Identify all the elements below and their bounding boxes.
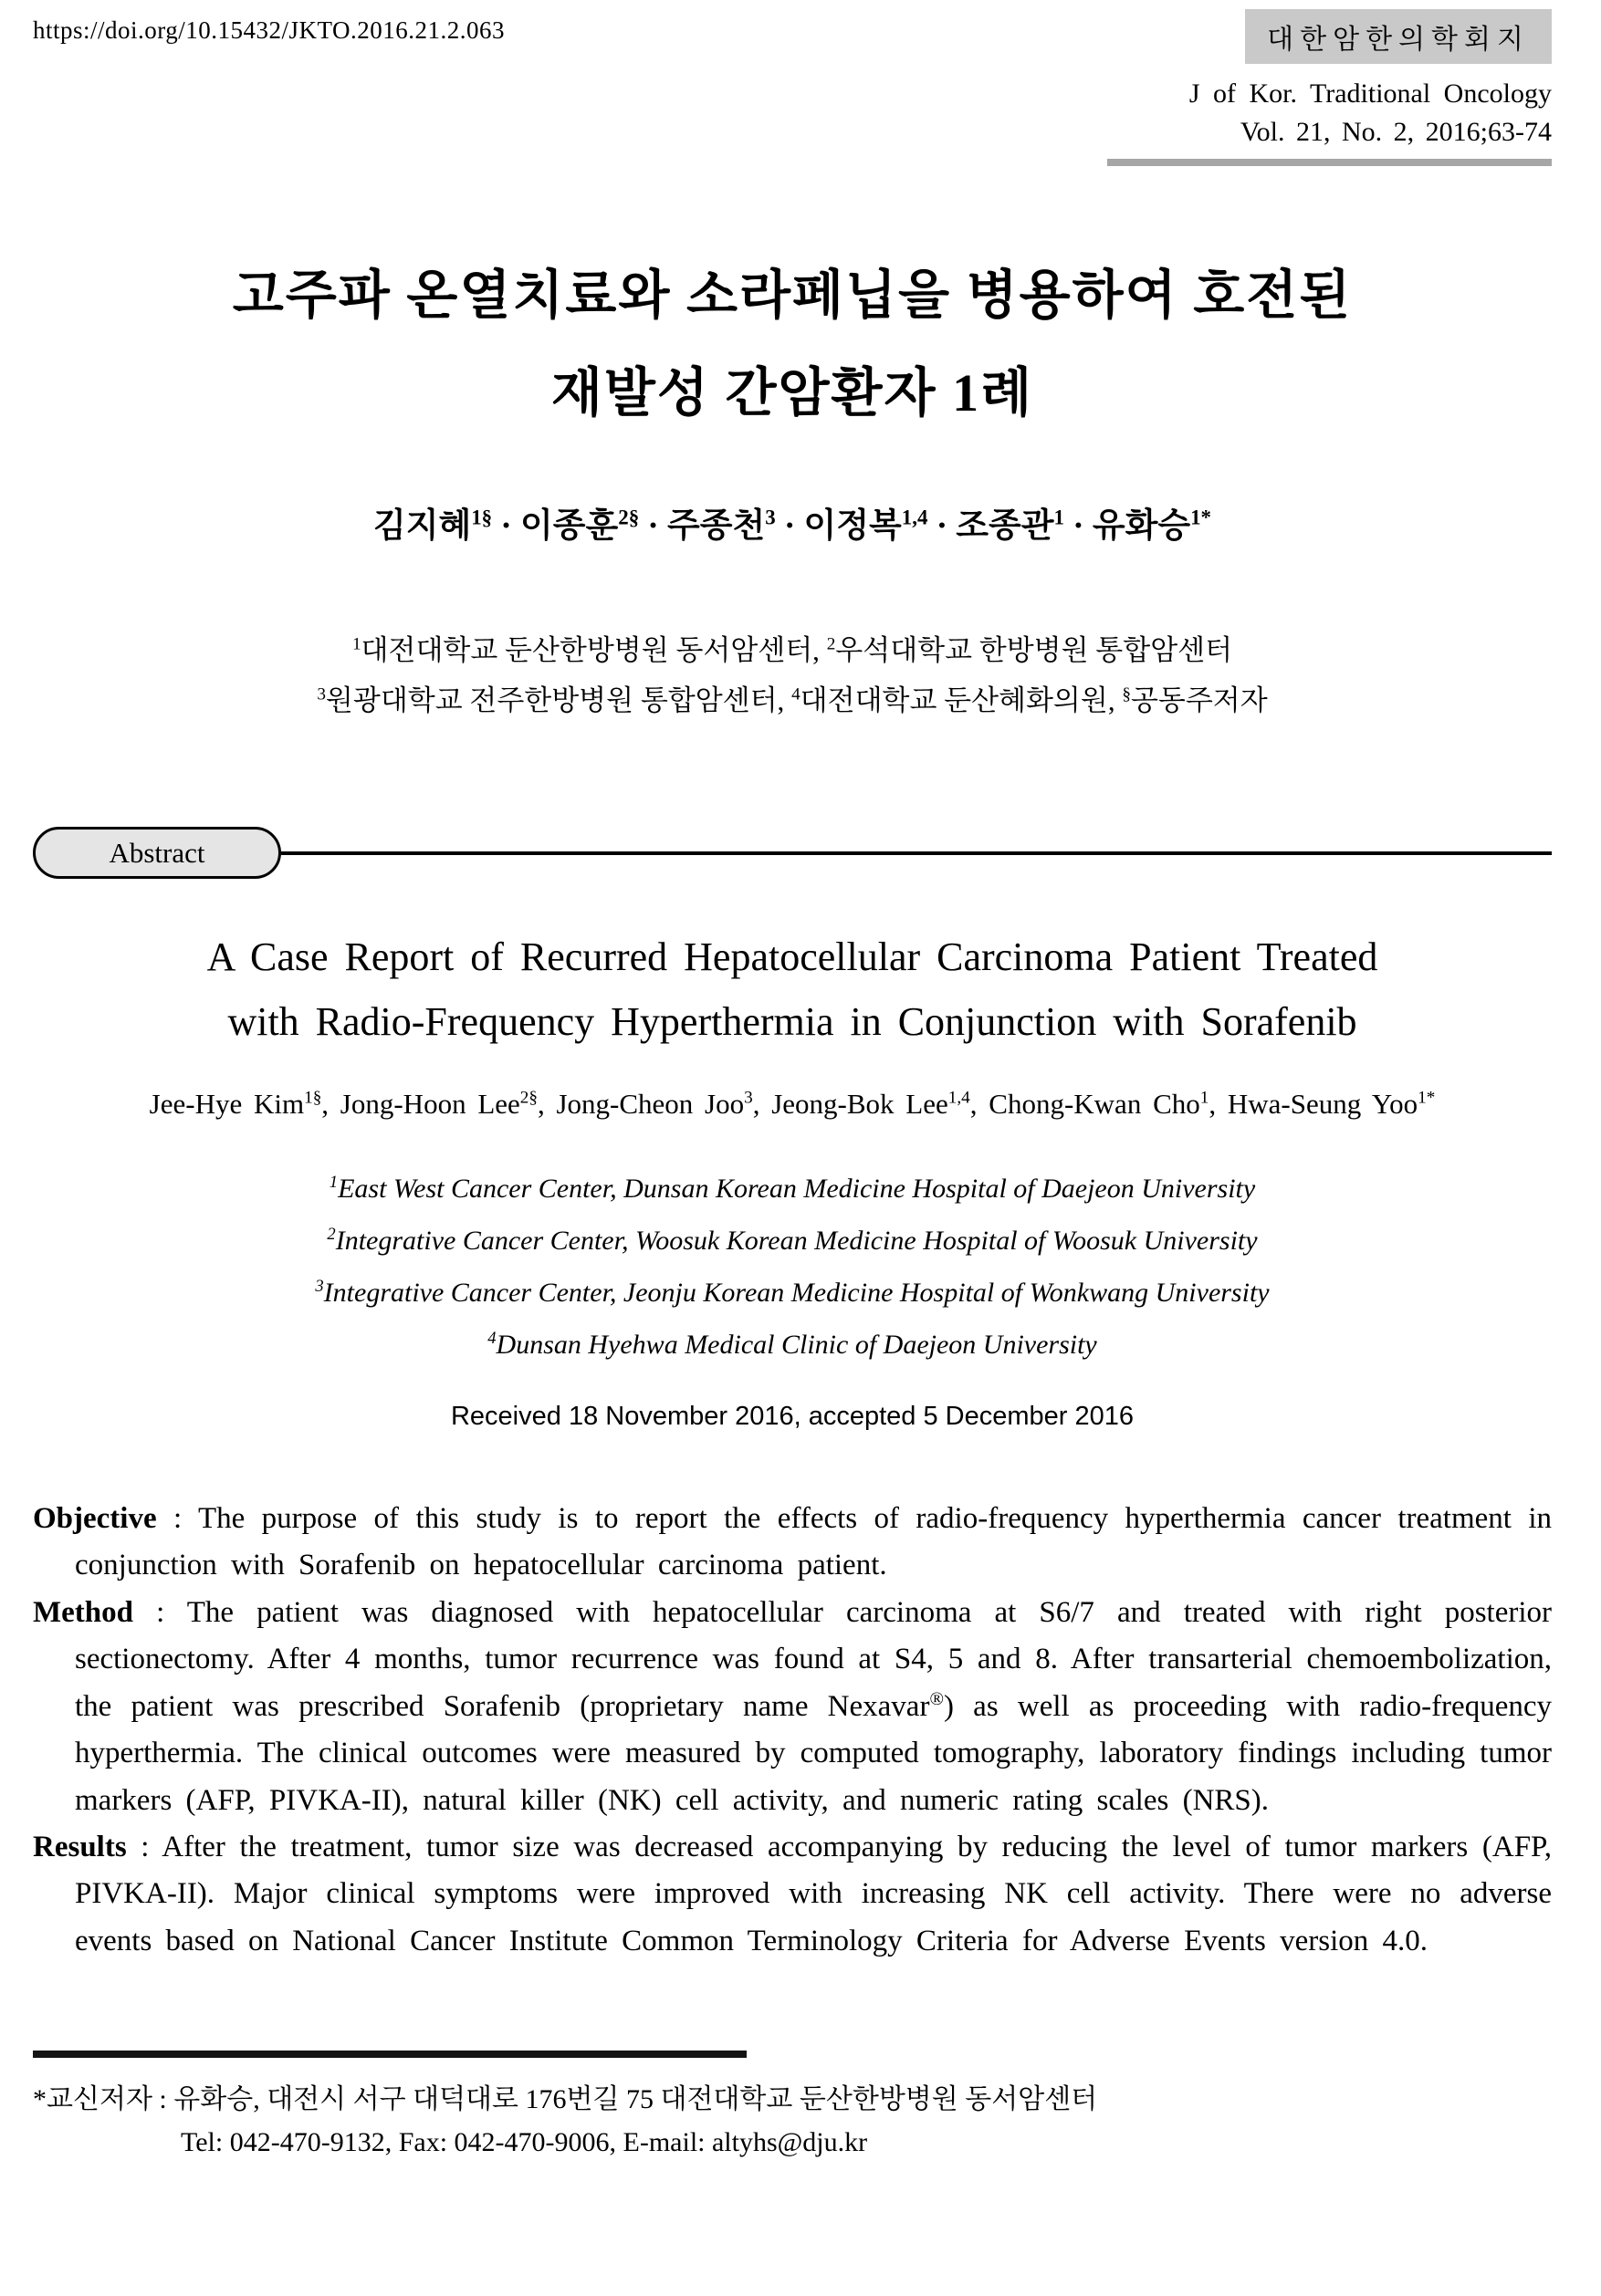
- author-en: Hwa-Seung Yoo$^{1*}$: [1227, 1087, 1436, 1120]
- corresponding-author-line: *교신저자 : 유화승, 대전시 서구 대덕대로 176번길 75 대전대학교 둔산한방병원 동서암센터: [33, 2084, 1098, 2115]
- doi-link[interactable]: https://doi.org/10.15432/JKTO.2016.21.2.063: [33, 16, 506, 44]
- title-korean-line1: 고주파 온열치료와 소라페닙을 병용하여 호전된: [232, 266, 1353, 325]
- author-kr: 이정복$^{1,4}$ ·: [803, 506, 957, 545]
- affiliation-en-line3: $^3$Integrative Cancer Center, Jeonju Korean Medicine Hospital of Wonkwang University: [315, 1276, 1270, 1308]
- author-en: Jong-Hoon Lee$^{2\S}$,: [340, 1087, 557, 1120]
- journal-name-korean-box: 대한암한의학회지: [1245, 9, 1552, 64]
- author-kr: 조종관$^1$ ·: [956, 506, 1093, 545]
- method-text-part2: ) as well as proceeding with radio-frequency hyperthermia. The clinical outcomes were measured by computed tomography, laboratory findings including tumor markers (AFP, PIVKA-II), natural killer (NK) cell activity, and numeric rating scales (NRS).: [75, 1689, 1552, 1817]
- authors-english: [33, 1088, 1552, 1121]
- method-text-part1: The patient was diagnosed with hepatocellular carcinoma at S6/7 and treated with right posterior sectionectomy. After 4 months, tumor recurrence was found at S4, 5 and 8. After transarterial chemoembolization, the patient was prescribed Sorafenib (proprietary name Nexavar: [75, 1595, 1552, 1723]
- journal-volume-info: Vol. 21, No. 2, 2016;63-74: [1240, 117, 1552, 147]
- abstract-results-paragraph: Results : After the treatment, tumor size was decreased accompanying by reducing the level of tumor markers (AFP, PIVKA-II). Major clinical symptoms were improved with increasing NK cell activity. There were no adverse events based on National Cancer Institute Common Terminology Criteria for Adverse Events version 4.0.: [33, 1831, 1552, 1957]
- abstract-badge: Abstract: [33, 827, 281, 879]
- affiliations-english: [33, 1163, 1552, 1371]
- affiliation-en-line2: $^2$Integrative Cancer Center, Woosuk Korean Medicine Hospital of Woosuk University: [327, 1224, 1258, 1256]
- affiliation-en-line1: $^1$East West Cancer Center, Dunsan Korean Medicine Hospital of Daejeon University: [329, 1172, 1256, 1204]
- results-text: After the treatment, tumor size was decreased accompanying by reducing the level of tumor markers (AFP, PIVKA-II). Major clinical symptoms were improved with increasing NK cell activity. There were no adverse events based on National Cancer Institute Common Terminology Criteria for Adverse Events version 4.0.: [75, 1831, 1552, 1957]
- affiliation-kr-line1: $^1$대전대학교 둔산한방병원 동서암센터, $^2$우석대학교 한방병원 통합암센터: [351, 633, 1233, 666]
- abstract-method-paragraph: Method : The patient was diagnosed with hepatocellular carcinoma at S6/7 and treated with right posterior sectionectomy. After 4 months, tumor recurrence was found at S4, 5 and 8. After transarterial chemoembolization, the patient was prescribed Sorafenib (proprietary name Nexavar®) as well as proceeding with radio-frequency hyperthermia. The clinical outcomes were measured by computed tomography, laboratory findings including tumor markers (AFP, PIVKA-II), natural killer (NK) cell activity, and numeric rating scales (NRS).: [33, 1595, 1552, 1817]
- author-en: Jong-Cheon Joo$^3$,: [556, 1087, 772, 1120]
- title-korean-line2: 재발성 간암환자 1례: [550, 363, 1034, 423]
- contact-info-line: Tel: 042-470-9132, Fax: 042-470-9006, E-mail: altyhs@dju.kr: [181, 2127, 868, 2158]
- paper-title-korean: [33, 246, 1552, 443]
- author-kr: 유화승$^{1*}$: [1092, 506, 1212, 545]
- author-kr: 주종천$^3$ ·: [667, 506, 804, 545]
- journal-name-english: J of Kor. Traditional Oncology: [1188, 78, 1552, 109]
- author-en: Jee-Hye Kim$^{1\S}$,: [149, 1087, 340, 1120]
- abstract-rule-line: [281, 851, 1552, 855]
- objective-text: The purpose of this study is to report the effects of radio-frequency hyperthermia cancer treatment in conjunction with Sorafenib on hepatocellular carcinoma patient.: [75, 1501, 1553, 1582]
- affiliation-kr-line2: $^3$원광대학교 전주한방병원 통합암센터, $^4$대전대학교 둔산혜화의원, §공동주저자: [317, 684, 1268, 717]
- author-en: Jeong-Bok Lee$^{1,4}$,: [771, 1087, 989, 1120]
- objective-label: Objective: [33, 1501, 157, 1535]
- author-en: Chong-Kwan Cho$^1$,: [989, 1087, 1228, 1120]
- authors-korean: [33, 497, 1552, 547]
- affiliation-en-line4: $^4$Dunsan Hyehwa Medical Clinic of Daejeon University: [487, 1328, 1097, 1360]
- paper-title-english: [33, 924, 1552, 1055]
- abstract-section-header: [33, 827, 1552, 879]
- page-footer: [33, 2051, 1552, 2158]
- abstract-objective-paragraph: Objective : The purpose of this study is to report the effects of radio-frequency hyperthermia cancer treatment in conjunction with Sorafenib on hepatocellular carcinoma patient.: [33, 1501, 1553, 1582]
- journal-underline-rule: [1107, 159, 1552, 166]
- affiliations-korean: [33, 625, 1552, 727]
- abstract-body: [33, 1496, 1552, 1966]
- author-kr: 이종훈$^{2\S}$ ·: [519, 506, 667, 545]
- title-english-line1: A Case Report of Recurred Hepatocellular Carcinoma Patient Treated: [206, 934, 1378, 980]
- registered-trademark-symbol: ®: [929, 1688, 944, 1709]
- received-accepted-dates: Received 18 November 2016, accepted 5 December 2016: [450, 1401, 1134, 1431]
- author-kr: 김지혜$^{1\S}$ ·: [372, 506, 520, 545]
- page-header: [33, 9, 1552, 166]
- results-label: Results: [33, 1831, 127, 1863]
- footnote-rule: [33, 2051, 747, 2058]
- title-english-line2: with Radio-Frequency Hyperthermia in Conjunction with Sorafenib: [227, 999, 1357, 1045]
- journal-info-block: [1107, 9, 1552, 166]
- method-label: Method: [33, 1595, 133, 1629]
